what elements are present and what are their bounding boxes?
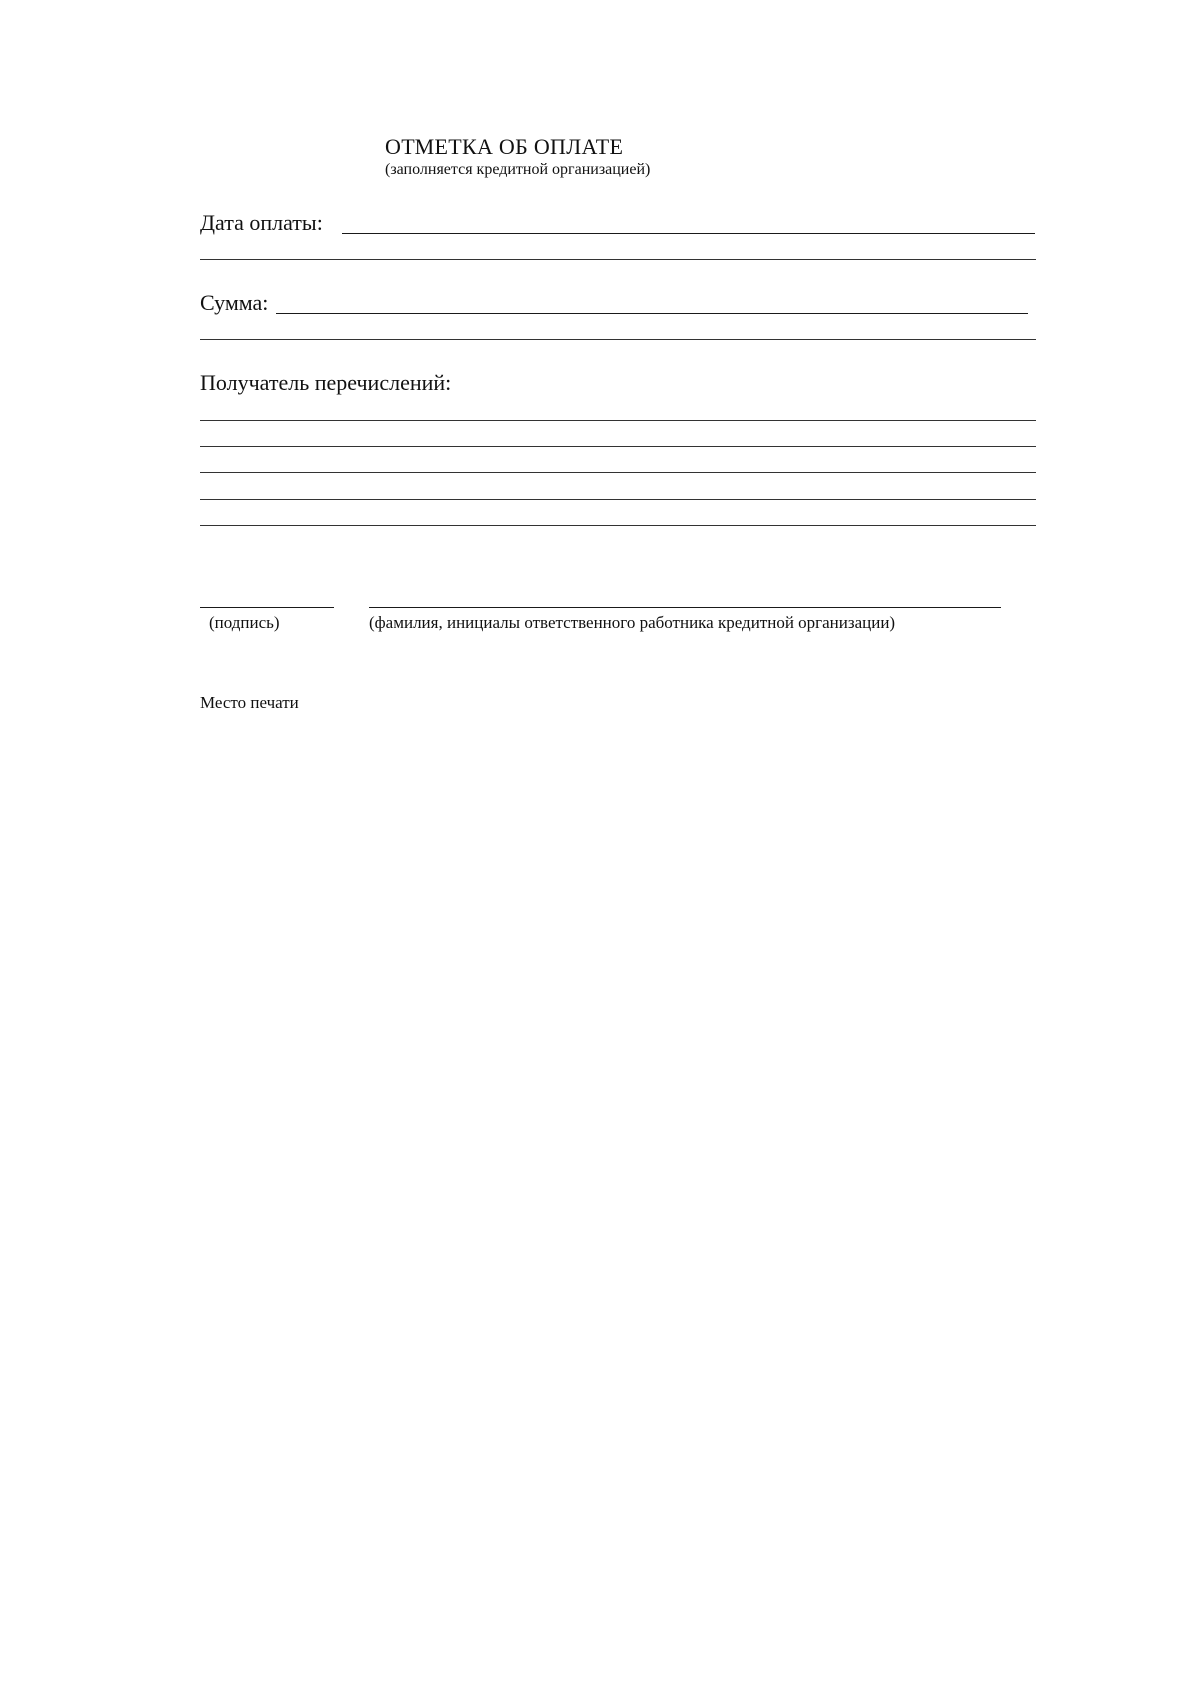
- payment-date-line-2[interactable]: [200, 259, 1036, 260]
- sum-line[interactable]: [276, 313, 1028, 314]
- recipient-line-1[interactable]: [200, 420, 1036, 421]
- officer-name-line[interactable]: [369, 607, 1001, 608]
- form-subtitle: (заполняется кредитной организацией): [385, 161, 651, 178]
- sum-line-2[interactable]: [200, 339, 1036, 340]
- recipient-line-2[interactable]: [200, 446, 1036, 447]
- form-title: ОТМЕТКА ОБ ОПЛАТЕ: [385, 134, 624, 159]
- sum-label: Сумма:: [200, 290, 271, 316]
- recipient-label: Получатель перечислений:: [200, 370, 454, 396]
- payment-date-line[interactable]: [342, 233, 1035, 234]
- recipient-line-5[interactable]: [200, 525, 1036, 526]
- signature-caption: (подпись): [209, 613, 280, 632]
- recipient-line-3[interactable]: [200, 472, 1036, 473]
- officer-name-caption: (фамилия, инициалы ответственного работника кредитной организации): [369, 613, 896, 632]
- payment-date-label: Дата оплаты:: [200, 210, 326, 236]
- recipient-line-4[interactable]: [200, 499, 1036, 500]
- signature-line[interactable]: [200, 607, 334, 608]
- stamp-place-label: Место печати: [200, 693, 299, 712]
